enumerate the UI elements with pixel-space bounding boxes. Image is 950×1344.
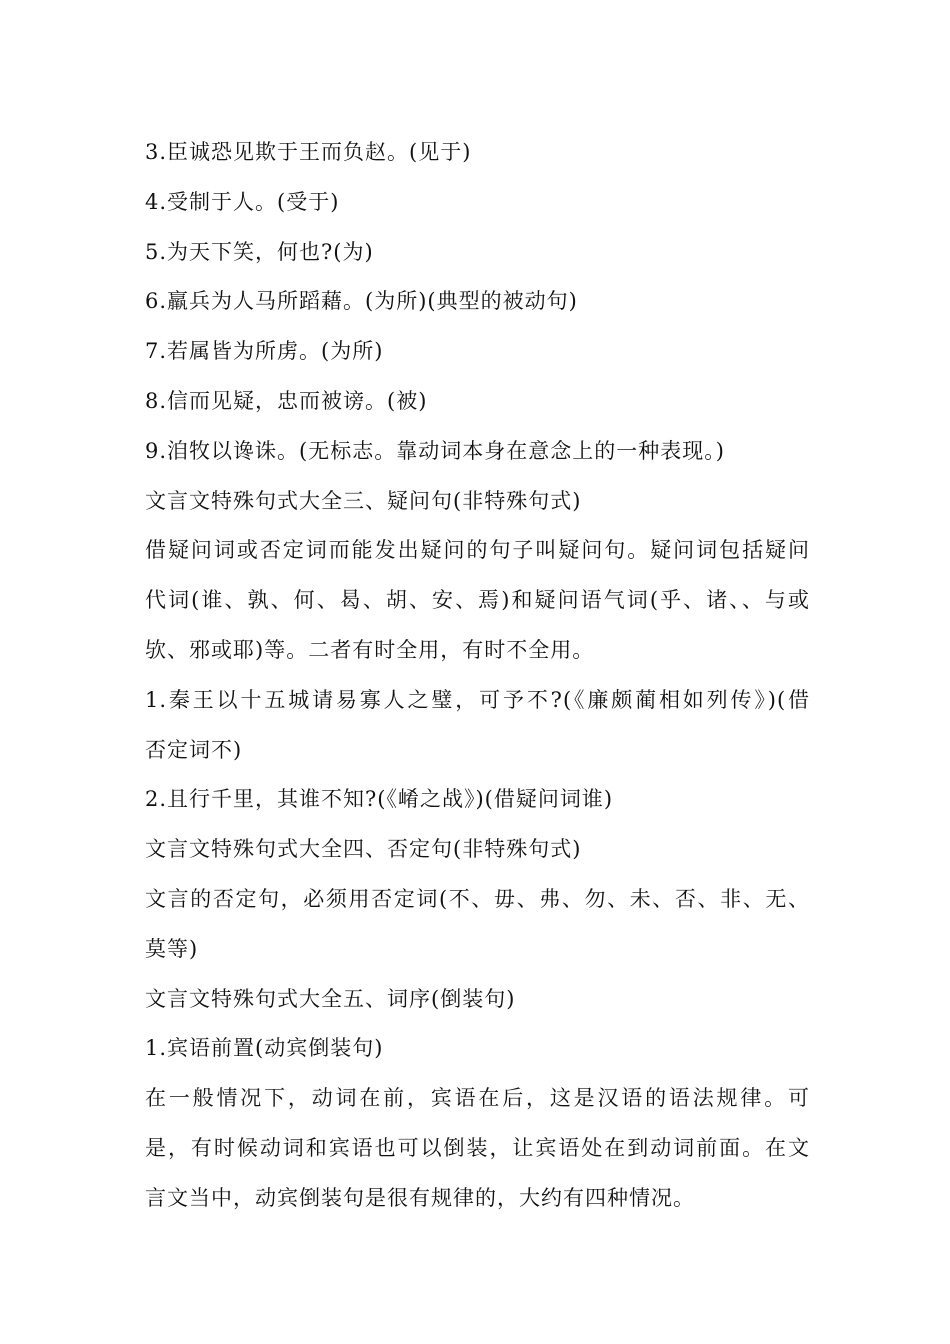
paragraph-line: 借疑问词或否定词而能发出疑问的句子叫疑问句。疑问词包括疑问 <box>145 538 810 563</box>
text-line: 7.若属皆为所虏。(为所) <box>145 339 384 364</box>
document-body <box>145 128 810 1224</box>
text-line: 3.臣诚恐见欺于王而负赵。(见于) <box>145 140 472 164</box>
text-line: 5.为天下笑，何也?(为) <box>145 239 374 264</box>
section-heading: 文言文特殊句式大全三、疑问句(非特殊句式) <box>145 488 582 513</box>
paragraph-line: 莫等) <box>145 936 199 961</box>
paragraph-line: 言文当中，动宾倒装句是很有规律的，大约有四种情况。 <box>145 1185 695 1210</box>
text-line: 4.受制于人。(受于) <box>145 189 340 214</box>
paragraph-line: 文言的否定句，必须用否定词(不、毋、弗、勿、未、否、非、无、 <box>145 886 810 911</box>
paragraph-line: 欤、邪或耶)等。二者有时全用，有时不全用。 <box>145 637 595 662</box>
paragraph-line: 代词(谁、孰、何、曷、胡、安、焉)和疑问语气词(乎、诸、、与或 <box>145 588 810 613</box>
paragraph-line: 在一般情况下，动词在前，宾语在后，这是汉语的语法规律。可 <box>145 1086 810 1111</box>
text-line: 6.羸兵为人马所蹈藉。(为所)(典型的被动句) <box>145 289 578 314</box>
text-line: 1.秦王以十五城请易寡人之璧，可予不?(《廉颇蔺相如列传》)(借 <box>145 687 810 712</box>
text-line: 9.洎牧以谗诛。(无标志。靠动词本身在意念上的一种表现。) <box>145 438 725 463</box>
section-heading: 文言文特殊句式大全四、否定句(非特殊句式) <box>145 837 582 862</box>
section-heading: 文言文特殊句式大全五、词序(倒装句) <box>145 986 516 1011</box>
paragraph-line: 是，有时候动词和宾语也可以倒装，让宾语处在到动词前面。在文 <box>145 1135 810 1160</box>
text-line: 8.信而见疑，忠而被谤。(被) <box>145 388 428 413</box>
text-line: 否定词不) <box>145 737 243 762</box>
subsection-heading: 1.宾语前置(动宾倒装句) <box>145 1036 384 1061</box>
text-line: 2.且行千里，其谁不知?(《崤之战》)(借疑问词谁) <box>145 787 614 812</box>
